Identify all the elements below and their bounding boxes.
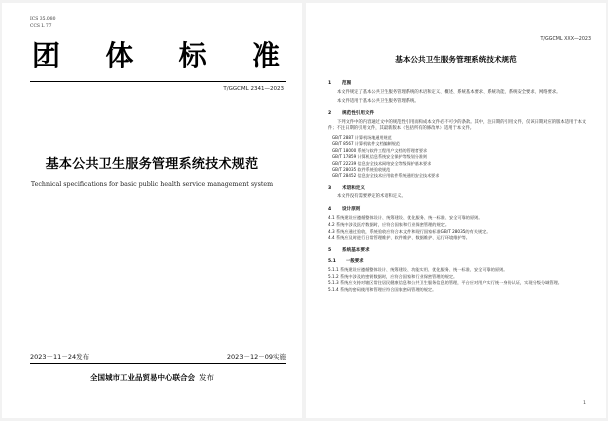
- section-heading-basic-requirements: [328, 248, 590, 254]
- subsection-title: 一般要求: [346, 258, 364, 264]
- cover-page: [2, 3, 302, 418]
- paragraph: 本文件没有需要界定的术语和定义。: [337, 194, 406, 200]
- paragraph: 本文件规定了基本公共卫生服务管理系统的术语和定义、概述、系统基本要求、系统功能、系统安全要求、网络要求。: [337, 89, 561, 95]
- ccs-code: CCS L 77: [30, 24, 52, 29]
- cover-implementation-date: 2023－12－09实施: [226, 353, 286, 361]
- section-number: 1: [328, 81, 332, 86]
- section-title: 规范性引用文件: [342, 111, 375, 117]
- requirement-item: 5.1.3 系统应支持对辖区常住居民健康信息和公共卫生服务信息的管理，平台应对用户实行统一身份认证，实现分级分域管理。: [328, 280, 562, 286]
- section-number: 2: [328, 111, 332, 117]
- requirement-item: 5.1.1 系统建设应遵循整体设计、统筹建设、功能实用、优化服务、统一标准、安全可靠的原则。: [328, 267, 508, 273]
- content-page: [306, 3, 606, 418]
- cover-top-rule: [30, 81, 286, 82]
- cover-standard-code: T/GGCML 2341—2023: [223, 86, 284, 92]
- principle-item: 4.2 系统中涉及医疗数据时，应符合国家和行业保密管理的规定。: [328, 221, 450, 227]
- principle-list: [328, 215, 590, 241]
- cover-standard-type-title: [32, 41, 280, 71]
- cover-bottom-rule: [30, 363, 286, 364]
- section-heading-normative-references: [328, 111, 590, 117]
- cover-publisher: [2, 372, 302, 383]
- content-header-code: T/GGCML XXX—2023: [540, 37, 591, 42]
- ics-code: ICS 35.080: [30, 17, 56, 22]
- reference-item: GB/T 8567 计算机软件文档编制规范: [332, 141, 400, 147]
- section-title: 系统基本要求: [342, 247, 370, 253]
- title-char-4: 准: [251, 39, 280, 72]
- section-heading-design-principles: [328, 207, 590, 213]
- requirement-item: 5.1.4 系统的密码使用和管理应符合国家密码管理的规定。: [328, 286, 437, 292]
- title-char-3: 标: [178, 39, 207, 72]
- page-number: 1: [583, 401, 586, 406]
- requirement-item: 5.1.2 系统中涉及的密钥数据时，应符合国家和行业保密管理的规定。: [328, 273, 458, 279]
- section-heading-scope: [328, 81, 590, 87]
- section-number: 3: [328, 185, 332, 191]
- reference-item: GB/T 22239 信息安全技术网络安全等级保护基本要求: [332, 160, 432, 166]
- publisher-name: 全国城市工业品贸易中心联合会: [90, 373, 195, 382]
- cover-classification: [30, 16, 55, 30]
- principle-item: 4.1 系统建设应遵循整体设计、统筹建设、优化服务、统一标准、安全可靠的原则。: [328, 215, 483, 221]
- reference-item: GB/T 28035 软件系统验收规范: [332, 166, 391, 172]
- subsection-number: 5.1: [328, 258, 336, 264]
- paragraph: 本文件适用于基本公共卫生服务管理系统。: [337, 98, 419, 104]
- title-char-2: 体: [105, 39, 134, 72]
- cover-issue-date: 2023－11－24发布: [30, 353, 90, 361]
- content-title: 基本公共卫生服务管理系统技术规范: [395, 55, 517, 64]
- cover-title-en: Technical specifications for basic public health service management system: [30, 181, 274, 188]
- section-heading-terms: [328, 186, 590, 192]
- title-char-1: 团: [32, 39, 61, 72]
- section-title: 范围: [342, 81, 352, 86]
- section-title: 术语和定义: [342, 185, 365, 191]
- paragraph: 下列文件中的内容通过文中的规范性引用而构成本文件必不可少的条款。其中，注日期的引用文件，仅该日期对应的版本适用于本文件；不注日期的引用文件，其最新版本（包括所有的修改单）适用于本文件。: [328, 119, 587, 132]
- principle-item: 4.3 系统应通过验收，系统验收应符合本文件和现行国家标准GB/T 28035的有关规定。: [328, 228, 491, 234]
- reference-item: GB/T 28452 信息安全技术应用软件系统通用安全技术要求: [332, 173, 440, 179]
- subsection-heading-general: [328, 259, 590, 265]
- principle-item: 4.4 系统应及时进行日常管理维护、软件维护、数据维护、运行环境维护等。: [328, 235, 470, 241]
- reference-item: GB/T 2887 计算机场地通用规范: [332, 134, 392, 140]
- content-body: [328, 81, 590, 294]
- publisher-suffix: 发布: [199, 373, 214, 382]
- section-number: 5: [328, 247, 332, 253]
- reference-list: [328, 135, 590, 180]
- reference-item: GB/T 17859 计算机信息系统安全保护等级划分准则: [332, 154, 428, 160]
- cover-title-cn: 基本公共卫生服务管理系统技术规范: [45, 157, 259, 172]
- requirement-list: [328, 267, 590, 293]
- section-number: 4: [328, 206, 332, 212]
- reference-item: GB/T 18000 系统与软件工程用户文档的管理者要求: [332, 147, 428, 153]
- section-title: 设计原则: [342, 206, 361, 212]
